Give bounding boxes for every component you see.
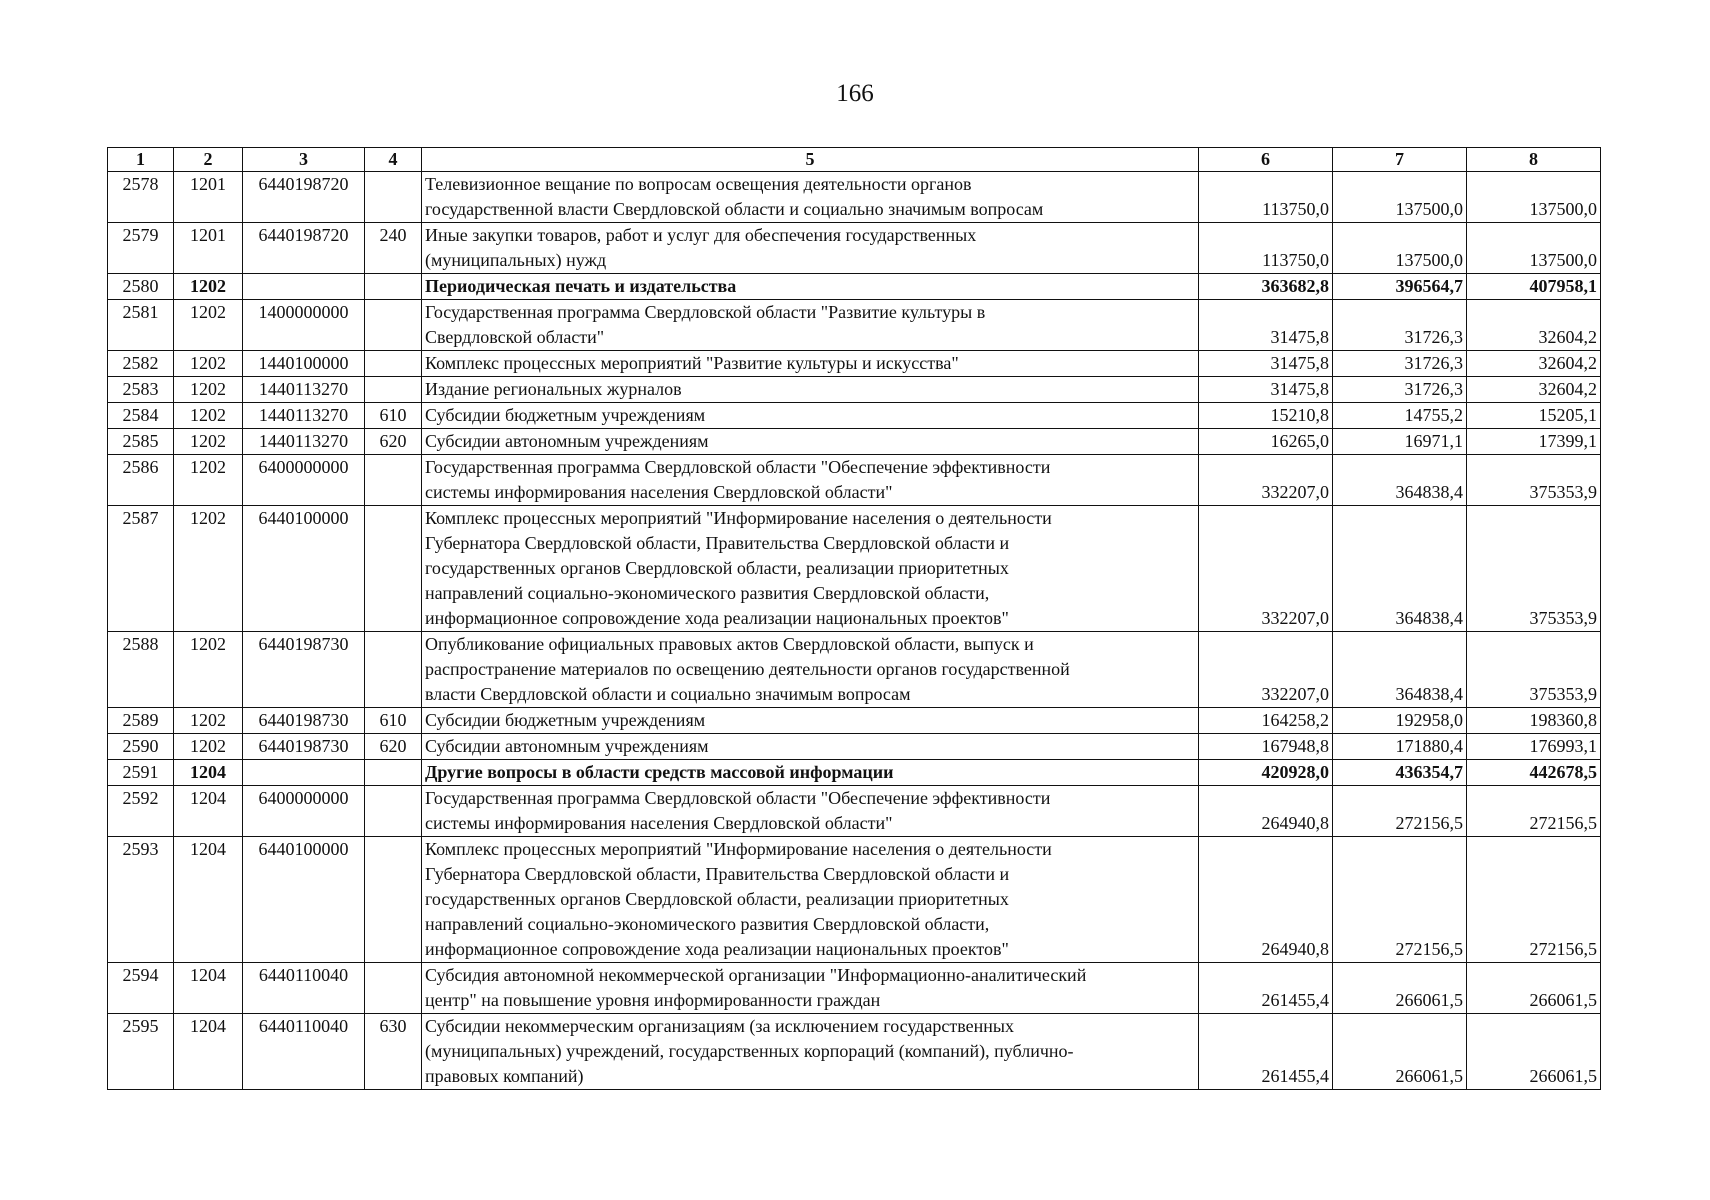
amount-col-7: 171880,4	[1333, 734, 1467, 760]
item-name: Субсидия автономной некоммерческой организации "Информационно-аналитический центр" на повышение уровня информированности граждан	[422, 963, 1199, 1014]
target-code: 1440100000	[243, 351, 365, 377]
section-code: 1202	[174, 377, 243, 403]
amount-col-6: 332207,0	[1199, 455, 1333, 506]
table-row	[108, 632, 1601, 708]
target-code: 1440113270	[243, 377, 365, 403]
table-row	[108, 708, 1601, 734]
item-name: Издание региональных журналов	[422, 377, 1199, 403]
expense-type	[365, 786, 422, 837]
section-code: 1204	[174, 1014, 243, 1090]
amount-col-8: 198360,8	[1467, 708, 1601, 734]
target-code: 6440198730	[243, 734, 365, 760]
amount-col-6: 264940,8	[1199, 786, 1333, 837]
amount-col-8: 32604,2	[1467, 300, 1601, 351]
item-name: Опубликование официальных правовых актов Свердловской области, выпуск и распространение материалов по освещению деятельности органов государственной власти Свердловской области и социально значимым вопросам	[422, 632, 1199, 708]
amount-col-7: 364838,4	[1333, 455, 1467, 506]
section-code: 1202	[174, 455, 243, 506]
amount-col-8: 375353,9	[1467, 506, 1601, 632]
amount-col-8: 137500,0	[1467, 172, 1601, 223]
amount-col-8: 272156,5	[1467, 837, 1601, 963]
amount-col-8: 375353,9	[1467, 632, 1601, 708]
target-code: 6440198720	[243, 223, 365, 274]
table-row	[108, 506, 1601, 632]
amount-col-7: 436354,7	[1333, 760, 1467, 786]
expense-type: 610	[365, 708, 422, 734]
section-code: 1202	[174, 403, 243, 429]
table-row	[108, 455, 1601, 506]
expense-type: 620	[365, 734, 422, 760]
expense-type: 620	[365, 429, 422, 455]
table-row	[108, 1014, 1601, 1090]
row-number: 2583	[108, 377, 174, 403]
amount-col-6: 332207,0	[1199, 506, 1333, 632]
header-row	[108, 148, 1601, 172]
row-number: 2581	[108, 300, 174, 351]
table-row	[108, 300, 1601, 351]
column-header: 3	[243, 148, 365, 172]
table-row	[108, 760, 1601, 786]
target-code: 6440198730	[243, 708, 365, 734]
expense-type: 630	[365, 1014, 422, 1090]
target-code: 6440100000	[243, 837, 365, 963]
target-code: 1440113270	[243, 429, 365, 455]
expense-type	[365, 632, 422, 708]
amount-col-6: 113750,0	[1199, 223, 1333, 274]
row-number: 2594	[108, 963, 174, 1014]
amount-col-7: 272156,5	[1333, 837, 1467, 963]
amount-col-8: 32604,2	[1467, 351, 1601, 377]
column-header: 5	[422, 148, 1199, 172]
amount-col-7: 16971,1	[1333, 429, 1467, 455]
budget-table	[107, 147, 1601, 1090]
amount-col-8: 375353,9	[1467, 455, 1601, 506]
section-code: 1202	[174, 300, 243, 351]
column-header: 1	[108, 148, 174, 172]
target-code: 6440110040	[243, 963, 365, 1014]
table-row	[108, 734, 1601, 760]
amount-col-7: 14755,2	[1333, 403, 1467, 429]
amount-col-6: 420928,0	[1199, 760, 1333, 786]
amount-col-7: 266061,5	[1333, 1014, 1467, 1090]
amount-col-6: 16265,0	[1199, 429, 1333, 455]
amount-col-6: 164258,2	[1199, 708, 1333, 734]
section-code: 1204	[174, 837, 243, 963]
amount-col-7: 396564,7	[1333, 274, 1467, 300]
expense-type: 240	[365, 223, 422, 274]
expense-type	[365, 837, 422, 963]
section-code: 1202	[174, 632, 243, 708]
target-code: 6400000000	[243, 455, 365, 506]
item-name: Субсидии автономным учреждениям	[422, 734, 1199, 760]
expense-type	[365, 760, 422, 786]
row-number: 2595	[108, 1014, 174, 1090]
amount-col-7: 137500,0	[1333, 223, 1467, 274]
section-code: 1202	[174, 734, 243, 760]
section-code: 1202	[174, 351, 243, 377]
amount-col-6: 261455,4	[1199, 963, 1333, 1014]
section-code: 1201	[174, 172, 243, 223]
amount-col-7: 31726,3	[1333, 351, 1467, 377]
amount-col-8: 17399,1	[1467, 429, 1601, 455]
table-row	[108, 351, 1601, 377]
amount-col-8: 176993,1	[1467, 734, 1601, 760]
expense-type	[365, 274, 422, 300]
amount-col-8: 15205,1	[1467, 403, 1601, 429]
item-name: Телевизионное вещание по вопросам освещения деятельности органов государственной власти Свердловской области и социально значимым вопросам	[422, 172, 1199, 223]
target-code	[243, 760, 365, 786]
amount-col-7: 31726,3	[1333, 377, 1467, 403]
amount-col-6: 113750,0	[1199, 172, 1333, 223]
amount-col-6: 31475,8	[1199, 300, 1333, 351]
amount-col-7: 364838,4	[1333, 632, 1467, 708]
item-name: Субсидии автономным учреждениям	[422, 429, 1199, 455]
section-code: 1202	[174, 708, 243, 734]
item-name: Государственная программа Свердловской области "Обеспечение эффективности системы информирования населения Свердловской области"	[422, 455, 1199, 506]
table-row	[108, 429, 1601, 455]
expense-type	[365, 300, 422, 351]
column-header: 2	[174, 148, 243, 172]
item-name: Субсидии бюджетным учреждениям	[422, 708, 1199, 734]
expense-type	[365, 377, 422, 403]
expense-type	[365, 506, 422, 632]
amount-col-7: 266061,5	[1333, 963, 1467, 1014]
expense-type	[365, 172, 422, 223]
table-row	[108, 223, 1601, 274]
amount-col-6: 167948,8	[1199, 734, 1333, 760]
table-body	[108, 172, 1601, 1090]
item-name: Субсидии некоммерческим организациям (за исключением государственных (муниципальных) учреждений, государственных корпораций (компаний), публично- правовых компаний)	[422, 1014, 1199, 1090]
row-number: 2587	[108, 506, 174, 632]
page-number: 166	[836, 80, 874, 107]
target-code: 6440198720	[243, 172, 365, 223]
row-number: 2590	[108, 734, 174, 760]
row-number: 2593	[108, 837, 174, 963]
row-number: 2586	[108, 455, 174, 506]
item-name: Комплекс процессных мероприятий "Информирование населения о деятельности Губернатора Свердловской области, Правительства Свердловской области и государственных органов Свердловской области, реализации приоритетных направлений социально-экономического развития Свердловской области, информационное сопровождение хода реализации национальных проектов"	[422, 506, 1199, 632]
amount-col-6: 363682,8	[1199, 274, 1333, 300]
column-header: 4	[365, 148, 422, 172]
section-code: 1204	[174, 786, 243, 837]
item-name: Другие вопросы в области средств массовой информации	[422, 760, 1199, 786]
amount-col-6: 15210,8	[1199, 403, 1333, 429]
amount-col-8: 272156,5	[1467, 786, 1601, 837]
item-name: Субсидии бюджетным учреждениям	[422, 403, 1199, 429]
section-code: 1202	[174, 506, 243, 632]
amount-col-8: 266061,5	[1467, 963, 1601, 1014]
row-number: 2579	[108, 223, 174, 274]
row-number: 2580	[108, 274, 174, 300]
item-name: Государственная программа Свердловской области "Обеспечение эффективности системы информирования населения Свердловской области"	[422, 786, 1199, 837]
column-header: 8	[1467, 148, 1601, 172]
table-row	[108, 377, 1601, 403]
amount-col-6: 264940,8	[1199, 837, 1333, 963]
table-row	[108, 837, 1601, 963]
amount-col-7: 364838,4	[1333, 506, 1467, 632]
expense-type: 610	[365, 403, 422, 429]
item-name: Иные закупки товаров, работ и услуг для обеспечения государственных (муниципальных) нужд	[422, 223, 1199, 274]
section-code: 1202	[174, 429, 243, 455]
table-row	[108, 963, 1601, 1014]
target-code: 1400000000	[243, 300, 365, 351]
row-number: 2592	[108, 786, 174, 837]
target-code: 6440198730	[243, 632, 365, 708]
item-name: Комплекс процессных мероприятий "Развитие культуры и искусства"	[422, 351, 1199, 377]
table-row	[108, 172, 1601, 223]
amount-col-7: 192958,0	[1333, 708, 1467, 734]
section-code: 1204	[174, 963, 243, 1014]
amount-col-6: 31475,8	[1199, 377, 1333, 403]
section-code: 1201	[174, 223, 243, 274]
column-header: 6	[1199, 148, 1333, 172]
amount-col-7: 272156,5	[1333, 786, 1467, 837]
amount-col-8: 407958,1	[1467, 274, 1601, 300]
column-header: 7	[1333, 148, 1467, 172]
expense-type	[365, 351, 422, 377]
target-code: 6440100000	[243, 506, 365, 632]
expense-type	[365, 963, 422, 1014]
item-name: Государственная программа Свердловской области "Развитие культуры в Свердловской области"	[422, 300, 1199, 351]
amount-col-8: 442678,5	[1467, 760, 1601, 786]
amount-col-6: 261455,4	[1199, 1014, 1333, 1090]
row-number: 2589	[108, 708, 174, 734]
row-number: 2591	[108, 760, 174, 786]
row-number: 2585	[108, 429, 174, 455]
amount-col-8: 137500,0	[1467, 223, 1601, 274]
amount-col-6: 332207,0	[1199, 632, 1333, 708]
expense-type	[365, 455, 422, 506]
table-row	[108, 274, 1601, 300]
amount-col-8: 266061,5	[1467, 1014, 1601, 1090]
section-code: 1204	[174, 760, 243, 786]
section-code: 1202	[174, 274, 243, 300]
amount-col-8: 32604,2	[1467, 377, 1601, 403]
row-number: 2582	[108, 351, 174, 377]
row-number: 2578	[108, 172, 174, 223]
amount-col-7: 31726,3	[1333, 300, 1467, 351]
target-code	[243, 274, 365, 300]
amount-col-7: 137500,0	[1333, 172, 1467, 223]
item-name: Комплекс процессных мероприятий "Информирование населения о деятельности Губернатора Свердловской области, Правительства Свердловской области и государственных органов Свердловской области, реализации приоритетных направлений социально-экономического развития Свердловской области, информационное сопровождение хода реализации национальных проектов"	[422, 837, 1199, 963]
item-name: Периодическая печать и издательства	[422, 274, 1199, 300]
amount-col-6: 31475,8	[1199, 351, 1333, 377]
row-number: 2588	[108, 632, 174, 708]
target-code: 6400000000	[243, 786, 365, 837]
target-code: 6440110040	[243, 1014, 365, 1090]
target-code: 1440113270	[243, 403, 365, 429]
row-number: 2584	[108, 403, 174, 429]
table-row	[108, 403, 1601, 429]
table-row	[108, 786, 1601, 837]
